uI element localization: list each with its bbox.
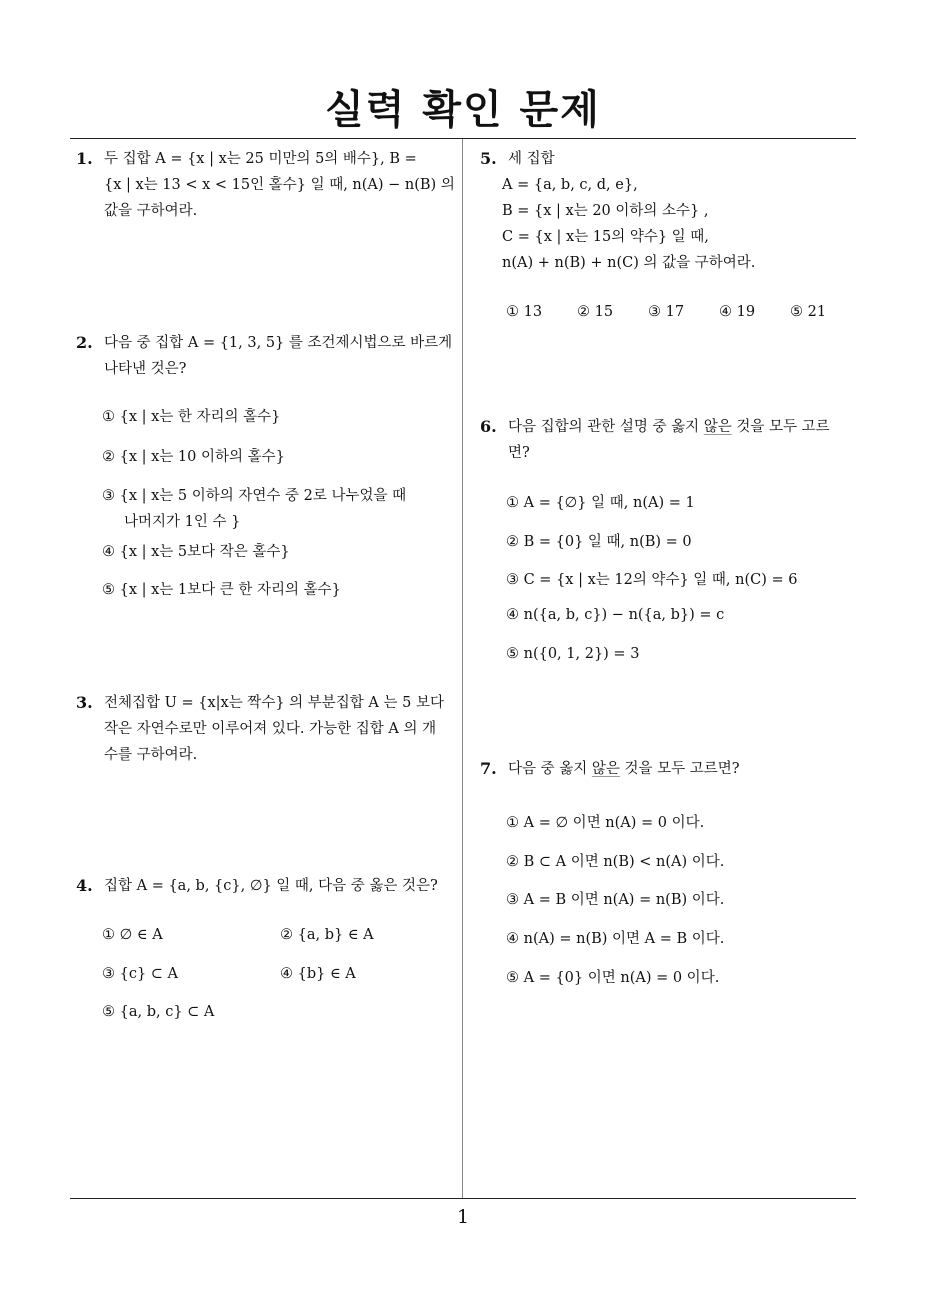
option-4[interactable]: ④ n(A) = n(B) 이면 A = B 이다. xyxy=(506,931,725,947)
option-4[interactable]: ④ {x | x는 5보다 작은 홀수} xyxy=(102,544,290,560)
stem-line: 전체집합 U = {x|x는 짝수} 의 부분집합 A 는 5 보다 xyxy=(104,695,444,711)
question-number: 3. xyxy=(76,693,93,712)
stem-line: 세 집합 xyxy=(508,151,555,167)
bottom-rule xyxy=(70,1198,856,1199)
option-4[interactable]: ④ 19 xyxy=(719,304,756,320)
column-divider xyxy=(462,139,463,1198)
stem-text: 다음 중 옳지 xyxy=(508,761,592,777)
option-3[interactable]: ③ {c} ⊂ A xyxy=(102,966,179,982)
stem-text: 것을 모두 고르 xyxy=(731,419,830,435)
stem-line: 두 집합 A = {x | x는 25 미만의 5의 배수}, B = xyxy=(104,151,417,167)
option-3[interactable]: ③ A = B 이면 n(A) = n(B) 이다. xyxy=(506,892,725,908)
question-3 xyxy=(76,690,460,768)
option-5[interactable]: ⑤ 21 xyxy=(790,304,827,320)
question-5 xyxy=(480,146,860,276)
stem-line xyxy=(508,414,860,440)
stem-line: 값을 구하여라. xyxy=(104,203,198,219)
option-3[interactable]: ③ C = {x | x는 12의 약수} 일 때, n(C) = 6 xyxy=(506,572,798,588)
question-number: 1. xyxy=(76,149,93,168)
stem-line: 작은 자연수로만 이루어져 있다. 가능한 집합 A 의 개 xyxy=(104,721,437,737)
page-number: 1 xyxy=(456,1206,470,1228)
stem-line: B = {x | x는 20 이하의 소수} , xyxy=(502,203,709,219)
option-2[interactable]: ② {a, b} ∈ A xyxy=(280,927,374,943)
question-stem xyxy=(502,146,860,276)
stem-line: 수를 구하여라. xyxy=(104,747,198,763)
option-5[interactable]: ⑤ n({0, 1, 2}) = 3 xyxy=(506,646,640,662)
question-stem xyxy=(104,330,460,382)
option-4[interactable]: ④ n({a, b, c}) − n({a, b}) = c xyxy=(506,607,725,623)
option-5[interactable]: ⑤ {x | x는 1보다 큰 한 자리의 홀수} xyxy=(102,582,341,598)
stem-text: 다음 집합의 관한 설명 중 옳지 xyxy=(508,419,704,435)
page-title: 실력 확인 문제 xyxy=(325,87,601,133)
question-number: 2. xyxy=(76,333,93,352)
question-1 xyxy=(76,146,460,224)
option-1[interactable]: ① A = ∅ 이면 n(A) = 0 이다. xyxy=(506,815,705,831)
option-3[interactable]: ③ 17 xyxy=(648,304,685,320)
stem-line: 다음 중 집합 A = {1, 3, 5} 를 조건제시법으로 바르게 xyxy=(104,335,453,351)
stem-line: 나타낸 것은? xyxy=(104,361,187,377)
option-2[interactable]: ② {x | x는 10 이하의 홀수} xyxy=(102,449,285,465)
option-1[interactable]: ① ∅ ∈ A xyxy=(102,927,163,943)
question-stem xyxy=(508,756,860,782)
stem-line xyxy=(508,756,860,782)
underlined-word: 않은 xyxy=(591,761,620,777)
stem-line: n(A) + n(B) + n(C) 의 값을 구하여라. xyxy=(502,255,756,271)
question-number: 7. xyxy=(480,759,497,778)
question-stem xyxy=(508,414,860,466)
option-2[interactable]: ② B ⊂ A 이면 n(B) < n(A) 이다. xyxy=(506,854,725,870)
option-1[interactable]: ① {x | x는 한 자리의 홀수} xyxy=(102,409,281,425)
option-2[interactable]: ② 15 xyxy=(577,304,614,320)
stem-line: {x | x는 13 < x < 15인 홀수} 일 때, n(A) − n(B) 의 xyxy=(104,177,455,193)
question-number: 4. xyxy=(76,876,93,895)
question-6 xyxy=(480,414,860,466)
question-number: 5. xyxy=(480,149,497,168)
question-stem xyxy=(104,690,460,768)
stem-line: A = {a, b, c, d, e}, xyxy=(502,177,638,193)
option-1[interactable]: ① 13 xyxy=(506,304,543,320)
question-stem xyxy=(104,146,460,224)
option-5[interactable]: ⑤ A = {0} 이면 n(A) = 0 이다. xyxy=(506,970,720,986)
option-5[interactable]: ⑤ {a, b, c} ⊂ A xyxy=(102,1004,215,1020)
option-2[interactable]: ② B = {0} 일 때, n(B) = 0 xyxy=(506,534,692,550)
stem-text: 것을 모두 고르면? xyxy=(619,761,740,777)
underlined-word: 않은 xyxy=(703,419,732,435)
stem-line: C = {x | x는 15의 약수} 일 때, xyxy=(502,229,709,245)
question-number: 6. xyxy=(480,417,497,436)
top-rule xyxy=(70,138,856,139)
question-7 xyxy=(480,756,860,782)
question-2 xyxy=(76,330,460,382)
option-4[interactable]: ④ {b} ∈ A xyxy=(280,966,356,982)
option-3-continued: 나머지가 1인 수 } xyxy=(124,514,241,530)
option-1[interactable]: ① A = {∅} 일 때, n(A) = 1 xyxy=(506,495,695,511)
option-3[interactable]: ③ {x | x는 5 이하의 자연수 중 2로 나누었을 때 xyxy=(102,488,407,504)
stem-line: 집합 A = {a, b, {c}, ∅} 일 때, 다음 중 옳은 것은? xyxy=(104,878,438,894)
stem-line: 면? xyxy=(508,445,530,461)
question-stem xyxy=(104,873,460,899)
question-4 xyxy=(76,873,460,899)
